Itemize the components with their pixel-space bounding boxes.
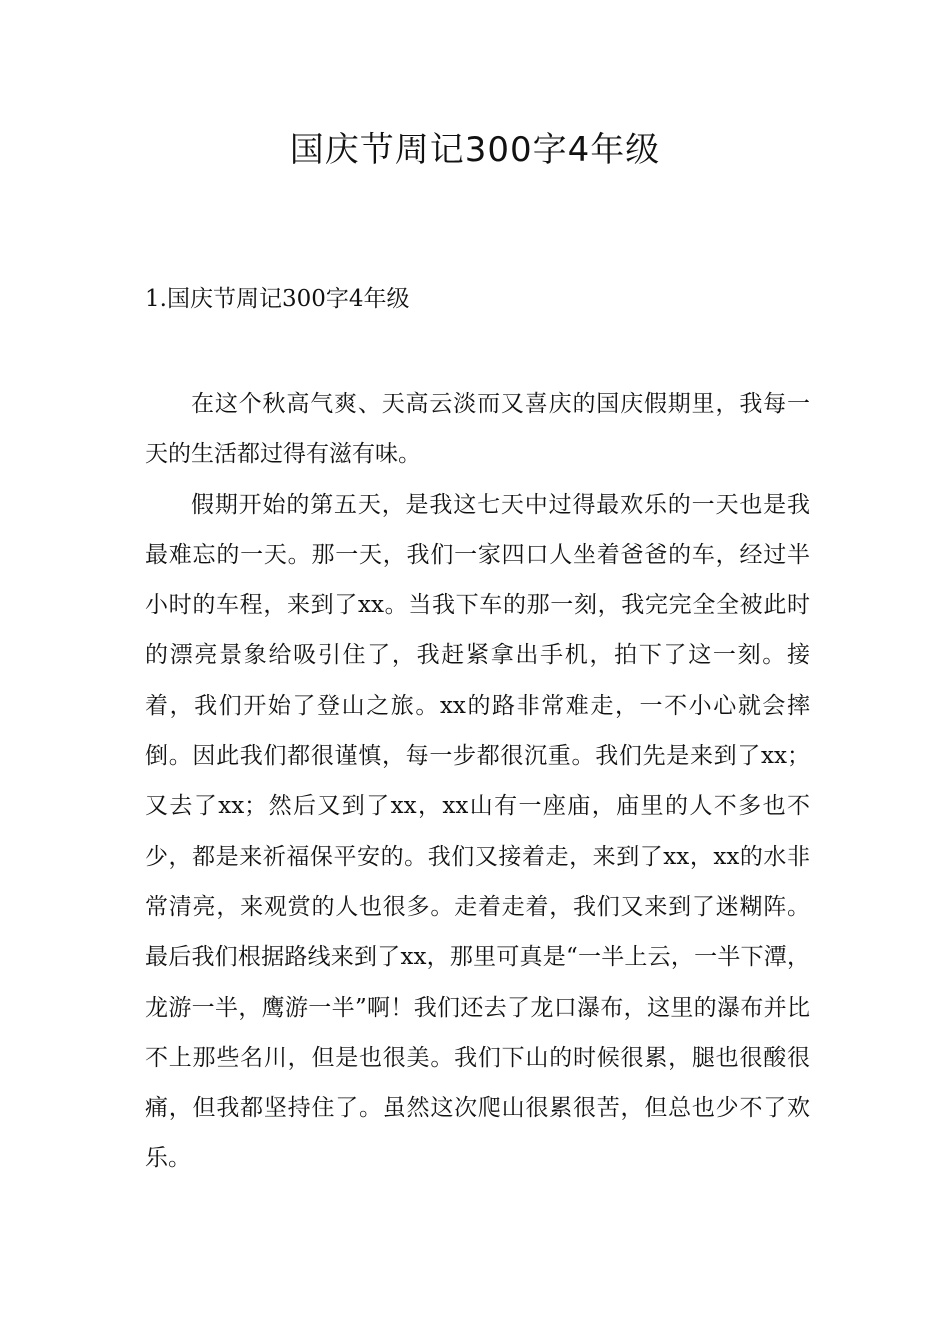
page-title: 国庆节周记300字4年级: [289, 130, 661, 170]
section-heading: 1.国庆节周记300字4年级: [145, 286, 410, 312]
body-text: [145, 379, 810, 1184]
paragraph-intro: 在这个秋高气爽、天高云淡而又喜庆的国庆假期里，我每一天的生活都过得有滋有味。: [145, 391, 810, 468]
paragraph-main: 假期开始的第五天，是我这七天中过得最欢乐的一天也是我最难忘的一天。那一天，我们一家四口人坐着爸爸的车，经过半小时的车程，来到了xx。当我下车的那一刻，我完完全全被此时的漂亮景象给吸引住了，我赶紧拿出手机，拍下了这一刻。接着，我们开始了登山之旅。xx的路非常难走，一不小心就会摔倒。因此我们都很谨慎，每一步都很沉重。我们先是来到了xx；又去了xx；然后又到了xx，xx山有一座庙，庙里的人不多也不少，都是来祈福保平安的。我们又接着走，来到了xx，xx的水非常清亮，来观赏的人也很多。走着走着，我们又来到了迷糊阵。最后我们根据路线来到了xx，那里可真是“一半上云，一半下潭，龙游一半，鹰游一半”啊！我们还去了龙口瀑布，这里的瀑布并比不上那些名川，但是也很美。我们下山的时候很累，腿也很酸很痛，但我都坚持住了。虽然这次爬山很累很苦，但总也少不了欢乐。: [145, 491, 810, 1172]
